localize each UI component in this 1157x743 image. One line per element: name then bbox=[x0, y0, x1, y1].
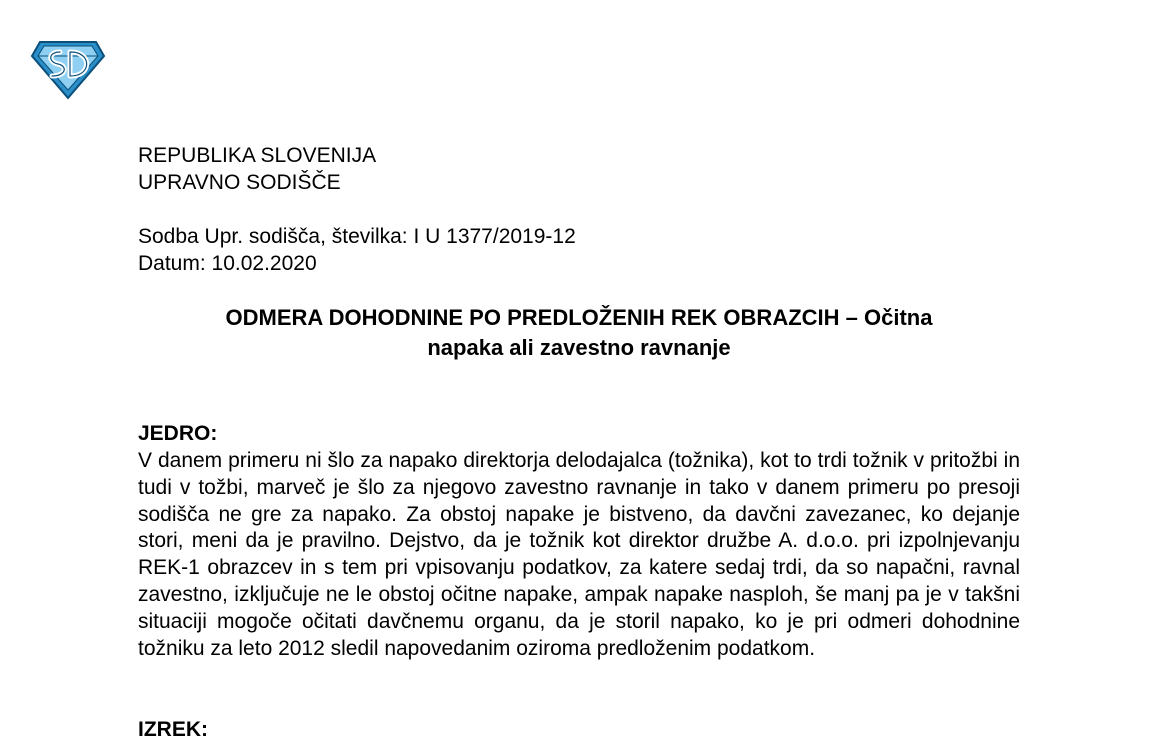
sd-diamond-logo-icon bbox=[30, 38, 106, 100]
country-name: REPUBLIKA SLOVENIJA bbox=[138, 144, 377, 167]
jedro-text: V danem primeru ni šlo za napako direktorja delodajalca (tožnika), kot to trdi tožnik v pritožbi in tudi v tožbi, marveč je šlo za njegovo zavestno ravnanje in tako v danem primeru po presoji sodišča ne gre za napako. Za obstoj napake je bistveno, da davčni zavezanec, ko dejanje stori, meni da je pravilno. Dejstvo, da je tožnik kot direktor družbe A. d.o.o. pri izpolnjevanju REK-1 obrazcev in s tem pri vpisovanju podatkov, za katere sedaj trdi, da so napačni, ravnal zavestno, izključuje ne le obstoj očitne napake, ampak napake nasploh, še manj pa je v takšni situaciji mogoče očitati davčnemu organu, da je storil napako, ko je pri odmeri dohodnine tožniku za leto 2012 sledil napovedanim oziroma predloženim podatkom. bbox=[138, 449, 1020, 660]
izrek-heading: IZREK: bbox=[138, 718, 208, 741]
title-line-2: napaka ali zavestno ravnanje bbox=[427, 335, 731, 360]
title-line-1: ODMERA DOHODNINE PO PREDLOŽENIH REK OBRAZCIH – Očitna bbox=[225, 305, 933, 330]
jedro-heading: JEDRO: bbox=[138, 422, 218, 445]
ruling-date: Datum: 10.02.2020 bbox=[138, 252, 317, 275]
document-title bbox=[138, 303, 1020, 363]
ruling-reference: Sodba Upr. sodišča, številka: I U 1377/2019-12 bbox=[138, 225, 576, 248]
court-name: UPRAVNO SODIŠČE bbox=[138, 171, 341, 194]
